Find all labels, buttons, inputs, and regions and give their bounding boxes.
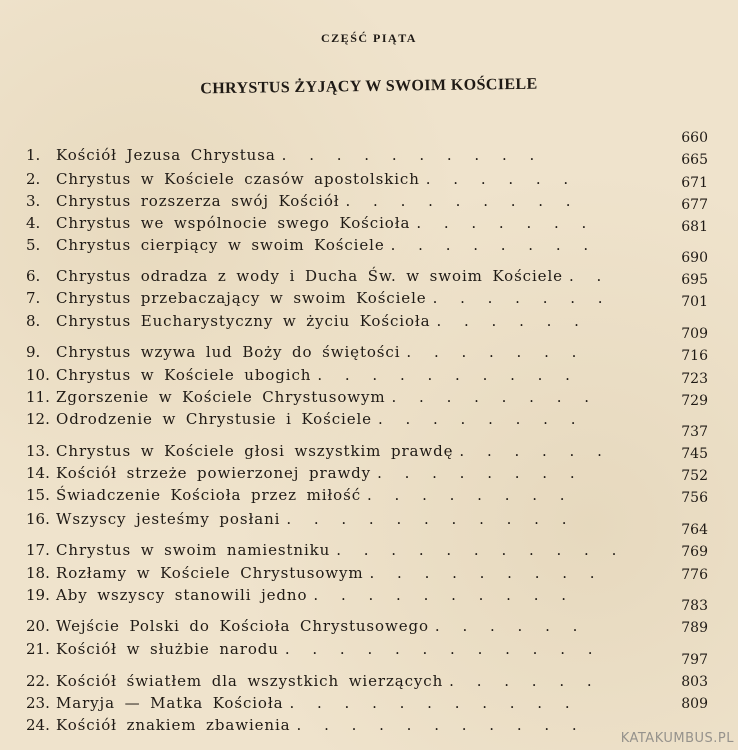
toc-entry [26, 236, 597, 254]
dot-leader: . . . . . . . [416, 214, 596, 232]
part-title: CZĘŚĆ PIĄTA [321, 31, 417, 45]
toc-entry [26, 312, 588, 330]
toc-entry [26, 672, 601, 690]
toc-entry [26, 267, 610, 285]
dot-leader: . . . . . . . . [390, 236, 598, 254]
entry-number: 5. [26, 236, 41, 254]
entry-title: Odrodzenie w Chrystusie i Kościele [56, 410, 372, 428]
toc-entry [26, 366, 579, 384]
toc-entry [26, 214, 595, 232]
dot-leader: . . . . . . [434, 617, 587, 635]
page-number: 797 [681, 652, 708, 668]
page-number: 789 [681, 620, 708, 636]
entry-title: Kościół Jezusa Chrystusa [56, 146, 276, 164]
entry-number: 20. [26, 617, 50, 635]
page-number: 690 [681, 250, 708, 266]
page-number: 681 [681, 219, 708, 235]
dot-leader: . . . . . . . . . [369, 564, 604, 582]
entry-title: Chrystus wzywa lud Boży do świętości [56, 343, 401, 361]
dot-leader: . . . . . . . . [377, 410, 585, 428]
entry-number: 16. [26, 510, 50, 528]
entry-title: Chrystus w swoim namiestniku [56, 541, 331, 559]
entry-title: Wejście Polski do Kościoła Chrystusowego [56, 617, 429, 635]
page-number: 665 [681, 152, 708, 168]
entry-title: Kościół w służbie narodu [56, 640, 279, 658]
entry-number: 13. [26, 442, 50, 460]
entry-number: 2. [26, 170, 41, 188]
entry-title: Wszyscy jesteśmy posłani [56, 510, 281, 528]
dot-leader: . . . . . . . . . . [313, 586, 576, 604]
dot-leader: . . . . . . . . [367, 486, 574, 504]
entry-title: Chrystus we wspólnocie swego Kościoła [56, 214, 411, 232]
entry-number: 22. [26, 672, 50, 690]
page-number: 716 [681, 348, 708, 364]
entry-number: 1. [26, 146, 41, 164]
entry-number: 6. [26, 267, 41, 285]
page-number: 660 [681, 130, 708, 146]
toc-entry [26, 694, 579, 712]
entry-title: Chrystus w Kościele głosi wszystkim prawdę [56, 442, 454, 460]
entry-title: Kościół strzeże powierzonej prawdy [56, 464, 372, 482]
dot-leader: . . . . . . [459, 442, 611, 460]
dot-leader: . . . . . . . . . . . [289, 694, 579, 712]
page-number: 776 [681, 567, 708, 583]
dot-leader: . . . . . . . . [391, 388, 599, 406]
dot-leader: . . . . . . . . . . . [286, 510, 576, 528]
dot-leader: . . . . . . . . . . [317, 366, 579, 384]
entry-title: Kościół znakiem zbawienia [56, 716, 291, 734]
page-number: 745 [681, 446, 708, 462]
dot-leader: . . . . . . . . [377, 464, 584, 482]
entry-number: 17. [26, 541, 50, 559]
toc-entry [26, 564, 604, 582]
entry-number: 10. [26, 366, 50, 384]
entry-number: 4. [26, 214, 41, 232]
entry-number: 15. [26, 486, 50, 504]
entry-title: Chrystus cierpiący w swoim Kościele [56, 236, 385, 254]
entry-number: 11. [26, 388, 50, 406]
entry-title: Kościół światłem dla wszystkich wierzących [56, 672, 444, 690]
toc-entry [26, 388, 598, 406]
dot-leader: . . . . . . [449, 672, 601, 690]
page-number: 671 [681, 175, 708, 191]
entry-number: 21. [26, 640, 50, 658]
entry-number: 8. [26, 312, 41, 330]
toc-entry [26, 586, 575, 604]
toc-entry [26, 640, 602, 658]
entry-title: Chrystus w Kościele czasów apostolskich [56, 170, 420, 188]
entry-number: 23. [26, 694, 50, 712]
dot-leader: . . . . . . . . . . . [296, 716, 586, 734]
toc-entry [26, 170, 577, 188]
entry-title: Chrystus w Kościele ubogich [56, 366, 312, 384]
entry-number: 7. [26, 289, 41, 307]
page-number: 723 [681, 371, 708, 387]
entry-number: 9. [26, 343, 41, 361]
entry-title: Chrystus przebaczający w swoim Kościele [56, 289, 427, 307]
chapter-title: CHRYSTUS ŻYJĄCY W SWOIM KOŚCIELE [200, 75, 538, 98]
toc-entry [26, 716, 586, 734]
page-number: 695 [681, 272, 708, 288]
dot-leader: . . . . . . [436, 312, 588, 330]
page-number: 729 [681, 393, 708, 409]
page-number: 764 [681, 522, 708, 538]
dot-leader: . . . . . . [425, 170, 578, 188]
page-number: 709 [681, 326, 708, 342]
toc-entry [26, 289, 612, 307]
entry-title: Aby wszyscy stanowili jedno [56, 586, 308, 604]
toc-entry [26, 410, 584, 428]
page-number: 783 [681, 598, 708, 614]
entry-title: Chrystus Eucharystyczny w życiu Kościoła [56, 312, 431, 330]
entry-number: 3. [26, 192, 41, 210]
page-number: 803 [681, 674, 708, 690]
page-number: 752 [681, 468, 708, 484]
entry-title: Chrystus rozszerza swój Kościół [56, 192, 340, 210]
entry-number: 18. [26, 564, 50, 582]
toc-entry [26, 617, 586, 635]
page-number: 769 [681, 544, 708, 560]
entry-number: 24. [26, 716, 50, 734]
page-number: 677 [681, 197, 708, 213]
page-number: 701 [681, 294, 708, 310]
toc-entry [26, 146, 543, 164]
entry-number: 12. [26, 410, 50, 428]
watermark: KATAKUMBUS.PL [620, 731, 734, 746]
dot-leader: . . [568, 267, 611, 285]
toc-entry [26, 541, 625, 559]
entry-title: Rozłamy w Kościele Chrystusowym [56, 564, 364, 582]
page-number: 756 [681, 490, 708, 506]
entry-number: 14. [26, 464, 50, 482]
dot-leader: . . . . . . . . . . . . [284, 640, 602, 658]
entry-title: Chrystus odradza z wody i Ducha Św. w swoim Kościele [56, 267, 563, 285]
toc-entry [26, 343, 585, 361]
toc-entry [26, 192, 580, 210]
toc-entry [26, 486, 574, 504]
page-number: 737 [681, 424, 708, 440]
dot-leader: . . . . . . . . . . . [336, 541, 626, 559]
entry-title: Maryja — Matka Kościoła [56, 694, 284, 712]
dot-leader: . . . . . . . . . . [281, 146, 544, 164]
dot-leader: . . . . . . . . . [345, 192, 580, 210]
entry-title: Zgorszenie w Kościele Chrystusowym [56, 388, 386, 406]
entry-title: Świadczenie Kościoła przez miłość [56, 486, 362, 504]
page-number: 809 [681, 696, 708, 712]
dot-leader: . . . . . . . [432, 289, 612, 307]
entry-number: 19. [26, 586, 50, 604]
toc-entry [26, 464, 584, 482]
toc-entry [26, 510, 575, 528]
toc-entry [26, 442, 611, 460]
dot-leader: . . . . . . . [406, 343, 586, 361]
